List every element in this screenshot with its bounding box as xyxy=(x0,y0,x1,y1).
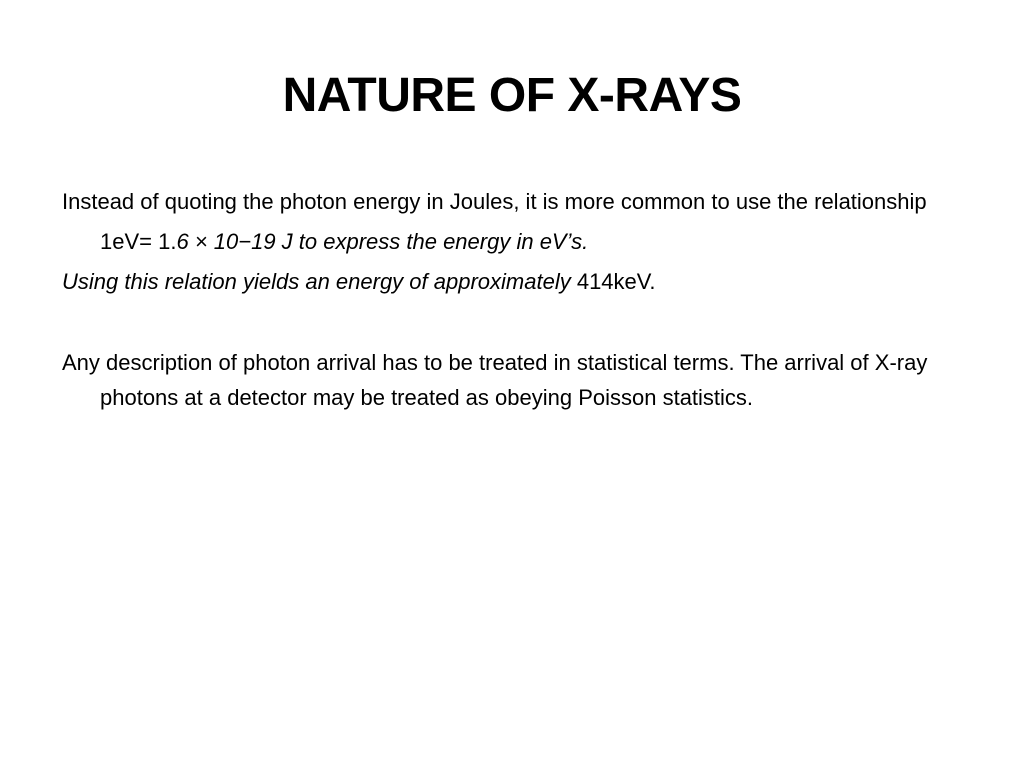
paragraph-ev-definition xyxy=(62,224,962,259)
ev-definition-italic: 6 × 10−19 J to express the energy in eV’s. xyxy=(176,229,589,254)
slide-body xyxy=(62,184,962,415)
energy-result-italic: Using this relation yields an energy of approximately xyxy=(62,269,571,294)
slide-title: NATURE OF X-RAYS xyxy=(282,69,742,122)
paragraph-energy-result xyxy=(62,264,962,299)
paragraph-joules-relationship: Instead of quoting the photon energy in Joules, it is more common to use the relationship xyxy=(62,189,927,214)
paragraph-poisson-statistics: Any description of photon arrival has to be treated in statistical terms. The arrival of X-ray photons at a detector may be treated as obeying Poisson statistics. xyxy=(62,350,928,410)
energy-result-value: 414keV. xyxy=(570,269,656,294)
ev-definition-prefix: 1eV= 1. xyxy=(100,229,177,254)
